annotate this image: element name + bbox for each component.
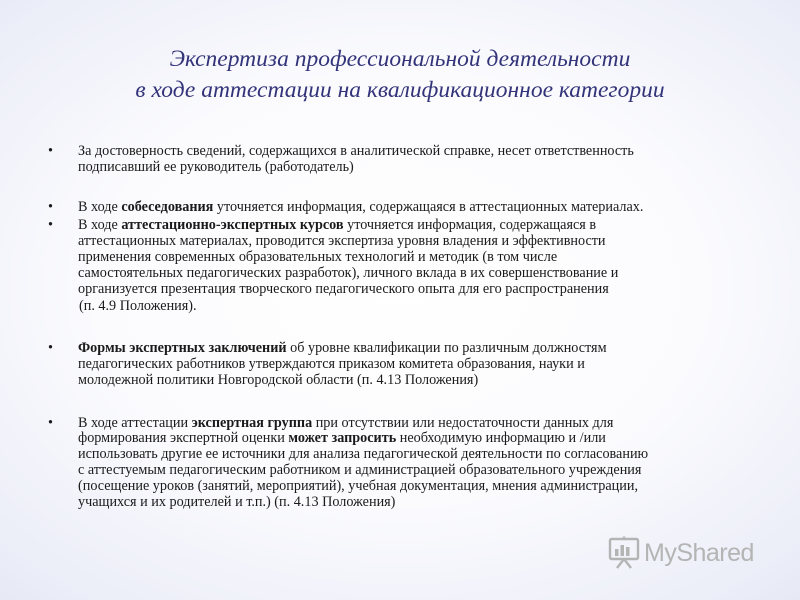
bullet-line: применения современных образовательных технологий и методик (в том числе [78, 248, 558, 265]
text-run: В ходе аттестации [78, 414, 192, 431]
bullet-item-expert-group [48, 416, 760, 511]
bold-term: собеседования [121, 198, 214, 215]
bold-term: экспертная группа [191, 414, 313, 431]
slide-title-line-1: Экспертиза профессиональной деятельности [169, 46, 631, 72]
bullet-line: аттестационных материалах, проводится экспертиза уровня владения и эффективности [78, 233, 606, 250]
bullet-line: (посещение уроков (занятий, мероприятий), учебная документация, мнения администрации, [78, 477, 639, 494]
watermark [608, 536, 754, 570]
bullet-text [78, 200, 760, 216]
bullet-line: педагогических работников утверждаются приказом комитета образования, науки и [78, 355, 585, 372]
text-run: формирования экспертной оценки [78, 430, 289, 447]
bullet-marker: • [48, 143, 53, 159]
bullet-line: организуется презентация творческого педагогического опыта для его распространения [78, 280, 609, 297]
bullet-marker: • [48, 340, 53, 357]
bullet-line: подписавший ее руководитель (работодатель) [78, 158, 354, 175]
bullet-line: использовать другие ее источники для анализа педагогической деятельности по согласованию [78, 446, 649, 463]
slide-title [60, 44, 740, 106]
bullet-line [78, 341, 760, 357]
bullet-line: с аттестуемым педагогическим работником и администрацией образовательного учреждения [78, 461, 642, 478]
bullet-item-responsibility [48, 144, 760, 176]
text-run: В ходе [78, 198, 122, 215]
bullet-item-expert-forms [48, 341, 760, 388]
bullet-item-interview [48, 200, 760, 216]
watermark-text: MyShared [644, 538, 754, 567]
bold-term: может запросить [288, 430, 397, 447]
bullet-text [78, 218, 760, 315]
text-run: необходимую информацию и /или [396, 430, 606, 447]
slide-title-line-2: в ходе аттестации на квалификационное категории [135, 77, 665, 103]
bullet-line: молодежной политики Новгородской области (п. 4.13 Положения) [78, 371, 479, 388]
bullet-marker: • [48, 198, 53, 215]
bullet-text [78, 341, 760, 388]
bullet-item-courses [48, 218, 760, 315]
bullet-marker: • [48, 217, 53, 234]
bullet-list [48, 144, 760, 510]
bold-term: аттестационно-экспертных курсов [121, 217, 344, 234]
bullet-line: учащихся и их родителей и т.п.) (п. 4.13 Положения) [78, 493, 396, 510]
bullet-line: За достоверность сведений, содержащихся в аналитической справке, несет ответственность [78, 143, 634, 159]
bullet-line [78, 416, 760, 432]
bullet-marker: • [48, 414, 53, 431]
text-run: об уровне квалификации по различным должностям [286, 340, 607, 357]
bullet-text [78, 144, 760, 176]
bullet-text [78, 416, 760, 511]
bullet-line [78, 218, 760, 234]
text-run: уточняется информация, содержащаяся в [343, 217, 597, 234]
bullet-line: самостоятельных педагогических разработок), личного вклада в их совершенствование и [78, 264, 619, 281]
text-run: В ходе [78, 217, 122, 234]
bullet-line [78, 431, 760, 447]
bullet-line [78, 200, 760, 216]
bold-term: Формы экспертных заключений [78, 340, 287, 357]
text-run: при отсутствии или недостаточности данных для [312, 414, 614, 431]
bullet-line: (п. 4.9 Положения). [79, 298, 197, 315]
text-run: уточняется информация, содержащаяся в аттестационных материалах. [213, 198, 644, 215]
presentation-board-icon [608, 536, 640, 570]
